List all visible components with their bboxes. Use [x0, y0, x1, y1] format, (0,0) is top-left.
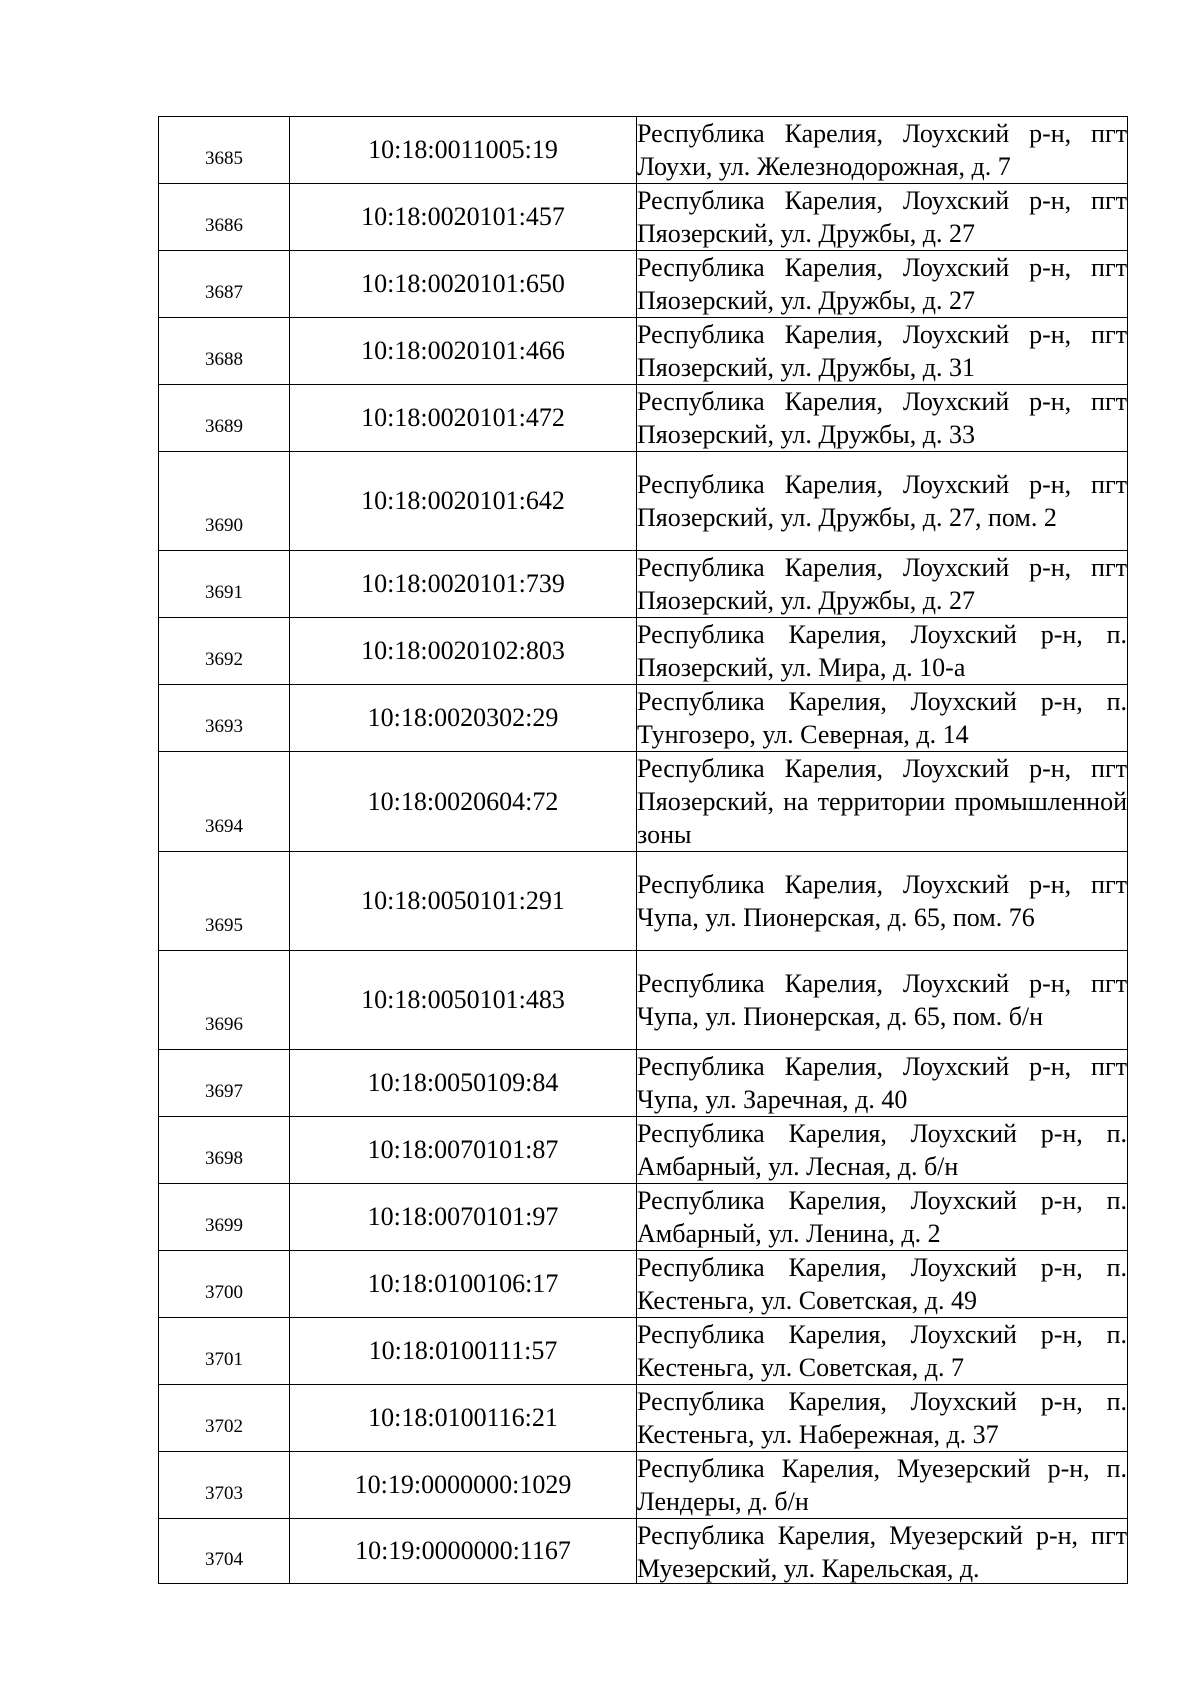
table-row	[159, 1184, 1128, 1251]
address-text: Республика Карелия, Лоухский р-н, пгт Пяозерский, ул. Дружбы, д. 27	[637, 553, 1127, 615]
table-row	[159, 852, 1128, 951]
address-cell	[637, 852, 1128, 951]
row-number-cell	[159, 1251, 290, 1318]
address-cell	[637, 452, 1128, 551]
row-number-cell	[159, 452, 290, 551]
address-text: Республика Карелия, Лоухский р-н, пгт Пяозерский, ул. Дружбы, д. 31	[637, 320, 1127, 382]
address-text: Республика Карелия, Лоухский р-н, пгт Лоухи, ул. Железнодорожная, д. 7	[637, 119, 1127, 181]
row-number: 3689	[205, 416, 243, 437]
table-row	[159, 685, 1128, 752]
row-number: 3691	[205, 582, 243, 603]
row-number-cell	[159, 685, 290, 752]
address-text: Республика Карелия, Лоухский р-н, пгт Чупа, ул. Пионерская, д. 65, пом. 76	[637, 870, 1127, 932]
row-number: 3697	[205, 1081, 243, 1102]
row-number: 3690	[205, 515, 243, 536]
row-number-cell	[159, 618, 290, 685]
row-number: 3702	[205, 1416, 243, 1437]
table-row	[159, 251, 1128, 318]
row-number: 3696	[205, 1014, 243, 1035]
cadastral-number: 10:18:0020102:803	[290, 618, 637, 685]
table-row	[159, 452, 1128, 551]
table-row	[159, 1251, 1128, 1318]
table-row	[159, 1318, 1128, 1385]
address-text: Республика Карелия, Лоухский р-н, пгт Пяозерский, ул. Дружбы, д. 27, пом. 2	[637, 470, 1127, 532]
cadastral-number: 10:18:0020101:650	[290, 251, 637, 318]
row-number-cell	[159, 184, 290, 251]
table-row	[159, 184, 1128, 251]
table-row	[159, 385, 1128, 452]
table-row	[159, 551, 1128, 618]
address-cell	[637, 1385, 1128, 1452]
row-number: 3699	[205, 1215, 243, 1236]
cadastral-number: 10:18:0070101:97	[290, 1184, 637, 1251]
address-text: Республика Карелия, Лоухский р-н, пгт Чупа, ул. Заречная, д. 40	[637, 1052, 1127, 1114]
cadastral-number: 10:18:0020302:29	[290, 685, 637, 752]
address-cell	[637, 1184, 1128, 1251]
address-text: Республика Карелия, Лоухский р-н, п. Амбарный, ул. Лесная, д. б/н	[637, 1119, 1127, 1181]
table-row	[159, 1385, 1128, 1452]
address-text: Республика Карелия, Муезерский р-н, п. Лендеры, д. б/н	[637, 1454, 1127, 1516]
row-number-cell	[159, 852, 290, 951]
address-cell	[637, 1050, 1128, 1117]
address-cell	[637, 1452, 1128, 1519]
table-row	[159, 1117, 1128, 1184]
row-number-cell	[159, 951, 290, 1050]
address-cell	[637, 1318, 1128, 1385]
cadastral-number: 10:18:0020101:457	[290, 184, 637, 251]
address-cell	[637, 184, 1128, 251]
cadastral-number: 10:18:0020101:739	[290, 551, 637, 618]
cadastral-number: 10:18:0050101:483	[290, 951, 637, 1050]
address-cell	[637, 1519, 1128, 1584]
cadastral-number: 10:18:0070101:87	[290, 1117, 637, 1184]
address-text: Республика Карелия, Лоухский р-н, п. Кестеньга, ул. Советская, д. 49	[637, 1253, 1127, 1315]
address-cell	[637, 1251, 1128, 1318]
address-cell	[637, 551, 1128, 618]
address-text: Республика Карелия, Лоухский р-н, пгт Пяозерский, на территории промышленной зоны	[637, 754, 1127, 849]
row-number: 3694	[205, 815, 243, 837]
address-text: Республика Карелия, Муезерский р-н, пгт Муезерский, ул. Карельская, д.	[637, 1521, 1127, 1583]
address-text: Республика Карелия, Лоухский р-н, п. Пяозерский, ул. Мира, д. 10-а	[637, 620, 1127, 682]
row-number: 3695	[205, 915, 243, 936]
row-number-cell	[159, 251, 290, 318]
row-number: 3701	[205, 1349, 243, 1370]
address-cell	[637, 117, 1128, 184]
table-row	[159, 1452, 1128, 1519]
table-row	[159, 1519, 1128, 1584]
row-number-cell	[159, 117, 290, 184]
address-cell	[637, 251, 1128, 318]
cadastral-number: 10:18:0100111:57	[290, 1318, 637, 1385]
table-row	[159, 618, 1128, 685]
row-number-cell	[159, 385, 290, 452]
address-cell	[637, 318, 1128, 385]
row-number-cell	[159, 1519, 290, 1584]
table-row	[159, 951, 1128, 1050]
row-number: 3686	[205, 215, 243, 236]
address-text: Республика Карелия, Лоухский р-н, пгт Пяозерский, ул. Дружбы, д. 27	[637, 186, 1127, 248]
table-row	[159, 117, 1128, 184]
property-table	[158, 116, 1128, 1584]
cadastral-number: 10:18:0050109:84	[290, 1050, 637, 1117]
cadastral-number: 10:19:0000000:1167	[290, 1519, 637, 1584]
address-cell	[637, 618, 1128, 685]
row-number: 3704	[205, 1549, 243, 1570]
row-number-cell	[159, 1050, 290, 1117]
cadastral-number: 10:18:0050101:291	[290, 852, 637, 951]
cadastral-number: 10:18:0011005:19	[290, 117, 637, 184]
row-number: 3685	[205, 148, 243, 169]
row-number-cell	[159, 1117, 290, 1184]
address-text: Республика Карелия, Лоухский р-н, пгт Чупа, ул. Пионерская, д. 65, пом. б/н	[637, 969, 1127, 1031]
row-number-cell	[159, 318, 290, 385]
row-number-cell	[159, 1184, 290, 1251]
row-number: 3692	[205, 649, 243, 670]
address-cell	[637, 1117, 1128, 1184]
cadastral-number: 10:18:0020101:642	[290, 452, 637, 551]
row-number: 3688	[205, 349, 243, 370]
cadastral-number: 10:18:0020604:72	[290, 752, 637, 852]
row-number: 3700	[205, 1282, 243, 1303]
cadastral-number: 10:18:0020101:466	[290, 318, 637, 385]
address-text: Республика Карелия, Лоухский р-н, пгт Пяозерский, ул. Дружбы, д. 27	[637, 253, 1127, 315]
address-cell	[637, 752, 1128, 852]
table-row	[159, 318, 1128, 385]
row-number-cell	[159, 551, 290, 618]
row-number-cell	[159, 752, 290, 852]
table-row	[159, 1050, 1128, 1117]
cadastral-number: 10:18:0100106:17	[290, 1251, 637, 1318]
row-number: 3703	[205, 1483, 243, 1504]
row-number-cell	[159, 1452, 290, 1519]
address-text: Республика Карелия, Лоухский р-н, п. Тунгозеро, ул. Северная, д. 14	[637, 687, 1127, 749]
row-number-cell	[159, 1385, 290, 1452]
address-cell	[637, 685, 1128, 752]
row-number: 3693	[205, 716, 243, 737]
row-number: 3698	[205, 1148, 243, 1169]
cadastral-number: 10:19:0000000:1029	[290, 1452, 637, 1519]
cadastral-number: 10:18:0020101:472	[290, 385, 637, 452]
row-number-cell	[159, 1318, 290, 1385]
address-text: Республика Карелия, Лоухский р-н, п. Амбарный, ул. Ленина, д. 2	[637, 1186, 1127, 1248]
address-cell	[637, 385, 1128, 452]
cadastral-number: 10:18:0100116:21	[290, 1385, 637, 1452]
address-cell	[637, 951, 1128, 1050]
address-text: Республика Карелия, Лоухский р-н, п. Кестеньга, ул. Советская, д. 7	[637, 1320, 1127, 1382]
address-text: Республика Карелия, Лоухский р-н, п. Кестеньга, ул. Набережная, д. 37	[637, 1387, 1127, 1449]
address-text: Республика Карелия, Лоухский р-н, пгт Пяозерский, ул. Дружбы, д. 33	[637, 387, 1127, 449]
row-number: 3687	[205, 282, 243, 303]
table-row	[159, 752, 1128, 852]
